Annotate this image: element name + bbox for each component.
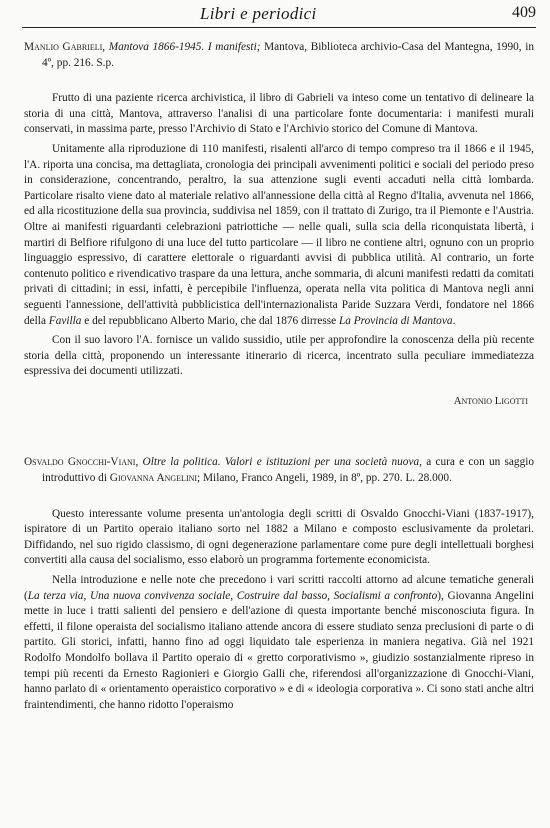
ref-title: Oltre la politica. Valori e istituzioni per una società nuova, bbox=[142, 456, 422, 469]
ref-details: Mantova, Biblioteca archivio-Casa del Mantegna, 1990, in 4º, pp. 216. S.p. bbox=[42, 41, 534, 69]
ref-editor: Giovanna Angelini; bbox=[109, 472, 201, 485]
review-gnocchi-viani bbox=[24, 455, 534, 713]
page-content bbox=[24, 40, 534, 717]
review-paragraph bbox=[24, 142, 534, 329]
review-paragraph: Questo interessante volume presenta un'antologia degli scritti di Osvaldo Gnocchi-Viani (1837-1917), ispiratore di un Partito operaio italiano sorto nel 1882 a Milano e composto esclusivamente da proletari. Diffidando, nel suo rigido classismo, di ogni degenerazione parlamentare come pure degli intellettuali borghesi convertiti alla causa del socialismo, esso elaborò un programma fortemente economicista. bbox=[24, 507, 534, 567]
ref-author: Osvaldo Gnocchi-Viani, bbox=[24, 456, 139, 469]
running-head-title: Libri e periodici bbox=[200, 4, 317, 23]
section-titles: La terza via, Una nuova convivenza sociale, Costruire dal basso, Socialismi a confronto bbox=[27, 589, 438, 602]
ref-title: Mantova 1866-1945. I manifesti; bbox=[108, 41, 261, 53]
running-head bbox=[0, 0, 550, 30]
bibliographic-reference bbox=[24, 455, 534, 486]
title-favilla: Favilla bbox=[48, 314, 82, 327]
paragraph-text: e del repubblicano Alberto Mario, che dal 1876 dirresse bbox=[81, 314, 339, 327]
ref-details: a cura e con un saggio introduttivo di bbox=[42, 456, 535, 485]
review-paragraph bbox=[24, 573, 534, 713]
title-provincia: La Provincia di Mantova bbox=[339, 314, 453, 327]
header-rule bbox=[22, 27, 536, 28]
ref-details: Milano, Franco Angeli, 1989, in 8º, pp. 270. L. 28.000. bbox=[200, 472, 452, 485]
review-paragraph: Con il suo lavoro l'A. fornisce un valido sussidio, utile per approfondire la conoscenza della più recente storia della città, proponendo un interessante itinerario di ricerca, incentrato sulla peculiare immediatezza espressiva dei documenti utilizzati. bbox=[24, 334, 534, 378]
page-number: 409 bbox=[512, 4, 536, 21]
bibliographic-reference bbox=[24, 40, 534, 71]
review-gabrieli bbox=[24, 40, 534, 409]
paragraph-text: . bbox=[452, 314, 456, 327]
review-paragraph: Frutto di una paziente ricerca archivistica, il libro di Gabrieli va inteso come un tentativo di delineare la storia di una città, Mantova, attraverso l'analisi di una particolare fonte documentaria: i manifesti murali conservati, in massima parte, presso l'Archivio di Stato e l'Archivio storico del Comune di Mantova. bbox=[24, 92, 534, 136]
paragraph-text: Nella introduzione e nelle note che precedono i vari scritti raccolti attorno ad alcune tematiche generali ( bbox=[24, 574, 534, 602]
reviewer-signature: Antonio Ligotti bbox=[453, 394, 528, 407]
paragraph-text: Unitamente alla riproduzione di 110 manifesti, risalenti all'arco di tempo compreso tra il 1866 e il 1945, l'A. riporta una concisa, ma dettagliata, cronologia dei principali avvenimenti politici e sociali del periodo preso in considerazione, concentrando, peraltro, la sua attenzione sugli eventi accaduti nella città lombarda. Particolare risalto viene dato al materiale relativo all'annessione della città al Regno d'Italia, avvenuta nel 1866, ed alla ricostituzione della sua provincia, suddivisa nel 1859, con il trattato di Zurigo, tra il Piemonte e l'Austria. Oltre ai manifesti riguardanti celebrazioni patriottiche — nelle quali, sulla scia della riconquistata libertà, i martiri di Belfiore rifulgono di una luce del tutto particolare — il libro ne contiene altri, ognuno con un proprio linguaggio espressivo, di carattere elettorale o riguardanti avvisi di pubblica utilità. Al contrario, un forte contenuto politico e rivendicativo traspare da una lettura, anche sommaria, di alcuni manifesti redatti da comitati privati di cittadini; in essi, infatti, è percepibile l'influenza, operata nella vita politica di Mantova negli anni seguenti l'annessione, dell'attività pubblicistica dell'internazionalista Paride Suzzara Verdi, fondatore nel 1866 della bbox=[24, 142, 534, 327]
section-gap bbox=[24, 409, 534, 455]
paragraph-text: ), Giovanna Angelini mette in luce i tratti salienti del pensiero e dell'azione di questa importante benché misconosciuta figura. In effetti, il filone operaista del socialismo italiano attende ancora di essere studiato senza preclusioni di parte o di partito. Gli storici, infatti, hanno fino ad oggi liquidato tale esperienza in maniera negativa. Già nel 1921 Rodolfo Mondolfo bollava il Partito operaio di « gretto corporativismo », giudizio sostanzialmente ripreso in tempi più recenti da Ernesto Ragionieri e Giorgio Galli che, riferendosi all'organizzazione di Gnocchi-Viani, hanno parlato di « orientamento operaistico corporativo » e di « ideologia corporativa ». Ci sono stati anche altri fraintendimenti, che hanno ridotto l'operaismo bbox=[24, 589, 534, 711]
ref-author: Manlio Gabrieli, bbox=[24, 41, 106, 53]
